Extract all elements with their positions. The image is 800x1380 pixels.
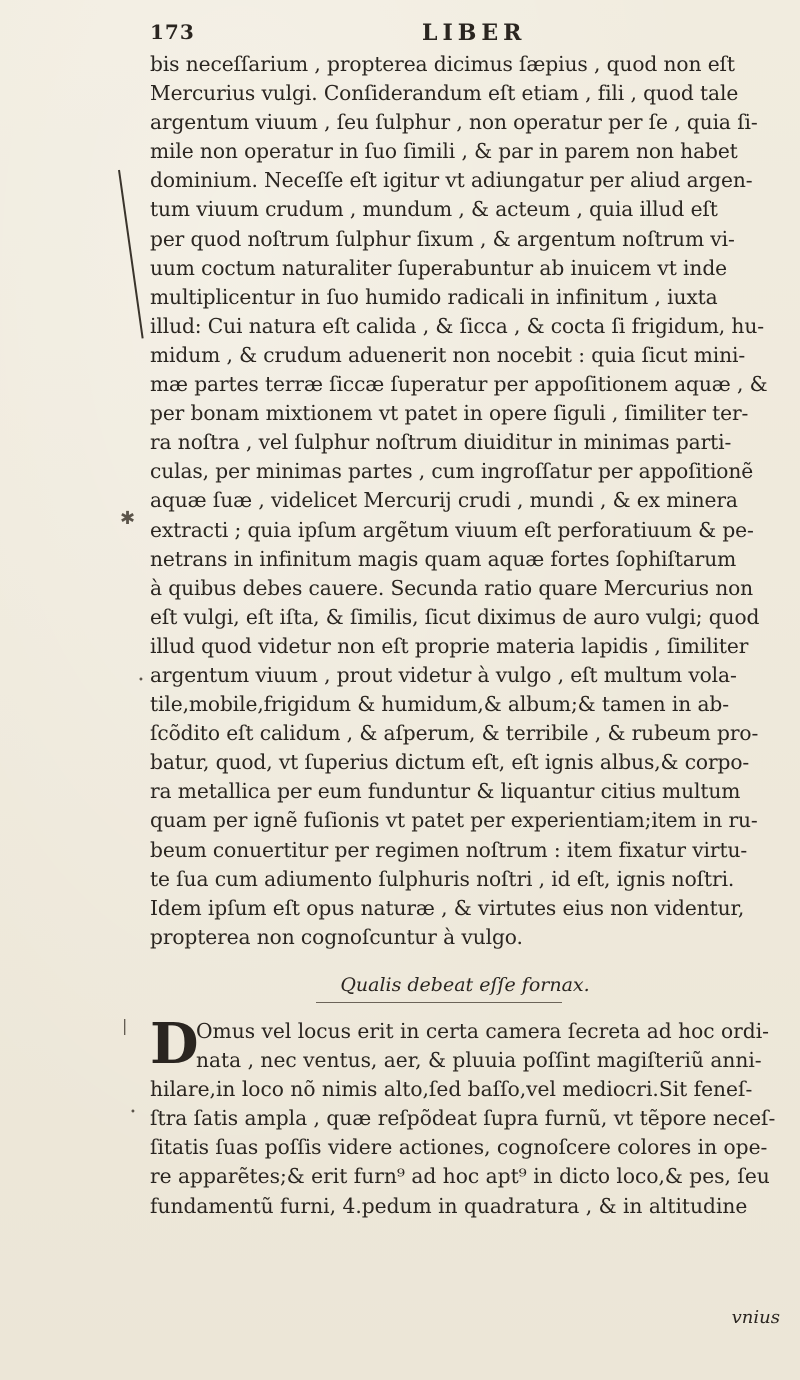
margin-ink-stroke <box>118 170 144 339</box>
text-line: fundamentũ furni, 4.pedum in quadratura , & in altitudine <box>150 1193 748 1218</box>
text-line: midum , & crudum aduenerit non nocebit : quia ſicut mini- <box>150 342 746 367</box>
text-line: re apparẽtes;& erit furn⁹ ad hoc apt⁹ in dicto loco,& pes, ſeu <box>150 1164 770 1189</box>
text-line: ſcõdito eſt calidum , & aſperum, & terribile , & rubeum pro- <box>150 721 759 746</box>
page-number: 173 <box>150 20 195 44</box>
text-line: aquæ ſuæ , videlicet Mercurij crudi , mundi , & ex minera <box>150 488 738 513</box>
text-line: bis neceſſarium , propterea dicimus ſæpius , quod non eſt <box>150 52 735 76</box>
text-line: extracti ; quia ipſum argẽtum viuum eſt perforatiuum & pe- <box>150 517 754 542</box>
text-line: tile,mobile,frigidum & humidum,& album;& tamen in ab- <box>150 692 729 717</box>
text-line: argentum viuum , prout videtur à vulgo , eſt multum vola- <box>150 662 737 687</box>
text-line: uum coctum naturaliter ſuperabuntur ab inuicem vt inde <box>150 255 727 280</box>
text-line: ſitatis ſuas poſſis videre actiones, cognoſcere colores in ope- <box>150 1135 768 1160</box>
heading-underline <box>316 1002 562 1003</box>
ink-speck-mark: • <box>138 675 144 686</box>
running-title: LIBER <box>422 20 527 46</box>
text-line: ra noſtra , vel ſulphur noſtrum diuiditur in minimas parti- <box>150 430 732 455</box>
text-line: propterea non cognoſcuntur à vulgo. <box>150 924 523 949</box>
text-line: culas, per minimas partes , cum ingroſſatur per appoſitionẽ <box>150 459 754 484</box>
text-line: à quibus debes cauere. Secunda ratio quare Mercurius non <box>150 575 754 600</box>
ink-speck-mark: | <box>122 1016 128 1035</box>
text-line: eſt vulgi, eſt iſta, & ſimilis, ſicut diximus de auro vulgi; quod <box>150 604 760 629</box>
ink-speck-mark: ✱ <box>120 508 136 529</box>
drop-cap: D <box>150 1011 199 1077</box>
text-line: Omus vel locus erit in certa camera ſecreta ad hoc ordi- <box>196 1019 769 1043</box>
text-line: mile non operatur in ſuo ſimili , & par in parem non habet <box>150 139 738 164</box>
text-line: per bonam mixtionem vt patet in opere ſiguli , ſimiliter ter- <box>150 401 749 426</box>
text-line: te ſua cum adiumento ſulphuris noſtri , id eſt, ignis noſtri. <box>150 866 735 891</box>
body-paragraph <box>150 50 780 952</box>
text-line: Idem ipſum eſt opus naturæ , & virtutes eius non videntur, <box>150 895 745 920</box>
text-line: ra metallica per eum funduntur & liquantur citius multum <box>150 779 741 804</box>
text-line: mæ partes terræ ſiccæ ſuperatur per appoſitionem aquæ , & <box>150 372 768 397</box>
section-heading: Qualis debeat eſſe fornax. <box>340 974 590 996</box>
text-line: tum viuum crudum , mundum , & acteum , quia illud eſt <box>150 197 718 222</box>
text-line: ſtra ſatis ampla , quæ reſpõdeat ſupra furnũ, vt tẽpore neceſ- <box>150 1106 776 1131</box>
text-line: beum conuertitur per regimen noſtrum : item fixatur virtu- <box>150 837 748 862</box>
text-line: illud: Cui natura eſt calida , & ſicca , & cocta ſi frigidum, hu- <box>150 313 764 338</box>
text-line: nata , nec ventus, aer, & pluuia poſſint magiſteriũ anni- <box>196 1048 762 1073</box>
text-line: per quod noſtrum ſulphur ſixum , & argentum noſtrum vi- <box>150 226 735 251</box>
text-line: Mercurius vulgi. Conſiderandum eſt etiam , fili , quod tale <box>150 81 739 106</box>
text-line: quam per ignẽ fuſionis vt patet per experientiam;item in ru- <box>150 808 758 833</box>
text-line: multiplicentur in ſuo humido radicali in infinitum , iuxta <box>150 284 718 309</box>
text-line: batur, quod, vt ſuperius dictum eſt, eſt ignis albus,& corpo- <box>150 750 750 775</box>
text-line: illud quod videtur non eſt proprie materia lapidis , ſimiliter <box>150 633 749 658</box>
catchword: vnius <box>731 1307 780 1328</box>
text-line: netrans in infinitum magis quam aquæ fortes ſophiſtarum <box>150 546 737 571</box>
text-line: argentum viuum , ſeu ſulphur , non operatur per ſe , quia ſi- <box>150 110 758 135</box>
ink-speck-mark: • <box>130 1107 136 1118</box>
section-paragraph <box>150 1011 780 1221</box>
text-line: dominium. Neceſſe eſt igitur vt adiungatur per aliud argen- <box>150 168 753 193</box>
text-line: hilare,in loco nõ nimis alto,ſed baſſo,vel mediocri.Sit feneſ- <box>150 1077 753 1102</box>
running-header <box>150 20 780 48</box>
